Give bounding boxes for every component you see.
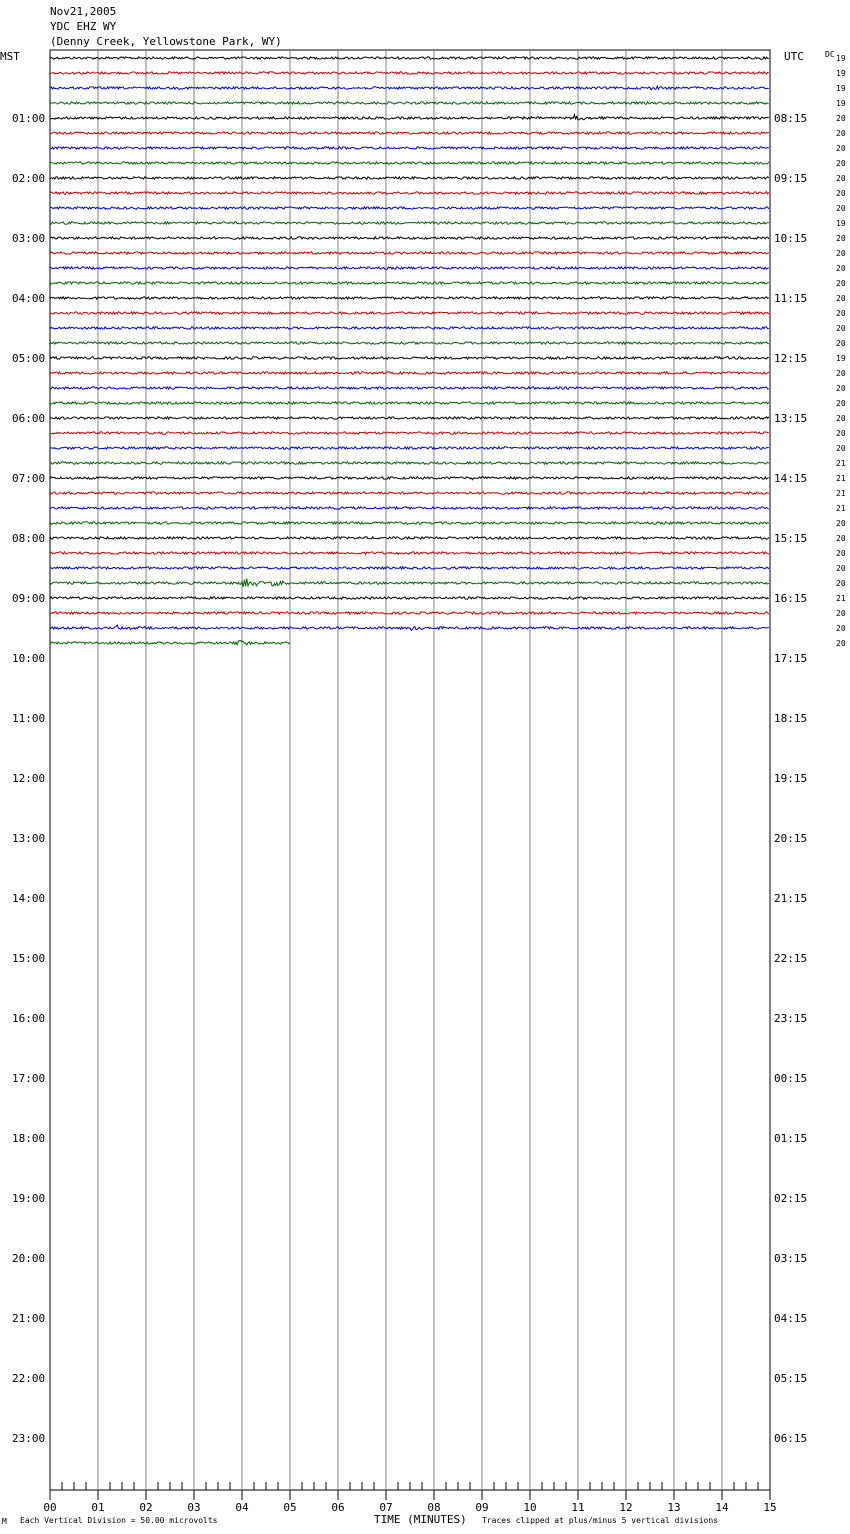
station-location: (Denny Creek, Yellowstone Park, WY) (50, 35, 282, 48)
mst-hour-label: 02:00 (12, 172, 46, 185)
seismic-traces (50, 57, 769, 645)
mst-hour-label: 23:00 (12, 1432, 46, 1445)
mst-hour-label: 07:00 (12, 472, 46, 485)
trace-green (50, 462, 769, 464)
dc-offset-value: 20 (836, 249, 846, 258)
utc-hour-label: 11:15 (774, 292, 808, 305)
dc-offset-value: 20 (836, 534, 846, 543)
dc-offset-value: 21 (836, 459, 846, 468)
dc-offset-value: 20 (836, 429, 846, 438)
x-tick-label: 12 (619, 1501, 633, 1514)
utc-hour-label: 10:15 (774, 232, 808, 245)
dc-offset-value: 19 (836, 69, 846, 78)
trace-black (50, 237, 769, 239)
x-tick-label: 04 (235, 1501, 249, 1514)
trace-green (50, 282, 769, 284)
trace-blue (50, 327, 769, 329)
trace-red (50, 492, 769, 494)
trace-blue (50, 86, 769, 90)
minute-grid (50, 50, 770, 1490)
utc-hour-label: 22:15 (774, 952, 808, 965)
trace-black (50, 115, 769, 120)
mst-hour-label: 15:00 (12, 952, 46, 965)
scale-text: Each Vertical Division = 50.00 microvolts (20, 1516, 218, 1525)
utc-hour-label: 14:15 (774, 472, 808, 485)
trace-black (50, 177, 769, 179)
utc-hour-label: 02:15 (774, 1192, 808, 1205)
trace-green (50, 578, 769, 586)
utc-hour-label: 13:15 (774, 412, 808, 425)
utc-hour-label: 21:15 (774, 892, 808, 905)
footer-mark: M (2, 1517, 7, 1526)
dc-offset-value: 20 (836, 204, 846, 213)
utc-hour-label: 18:15 (774, 712, 808, 725)
mst-hour-label: 03:00 (12, 232, 46, 245)
dc-offset-value: 20 (836, 414, 846, 423)
dc-offset-value: 20 (836, 174, 846, 183)
utc-hour-label: 00:15 (774, 1072, 808, 1085)
dc-offset-value: 20 (836, 309, 846, 318)
dc-offset-value: 20 (836, 264, 846, 273)
x-tick-label: 15 (763, 1501, 777, 1514)
dc-offset-value: 20 (836, 384, 846, 393)
mst-hour-label: 12:00 (12, 772, 46, 785)
trace-blue (50, 625, 769, 630)
dc-offset-value: 20 (836, 294, 846, 303)
dc-offset-value: 21 (836, 489, 846, 498)
trace-red (50, 312, 769, 314)
dc-offset-value: 20 (836, 159, 846, 168)
dc-offset-value: 20 (836, 324, 846, 333)
mst-hour-label: 04:00 (12, 292, 46, 305)
trace-red (50, 552, 769, 554)
trace-green (50, 522, 769, 524)
utc-hour-label: 20:15 (774, 832, 808, 845)
trace-black (50, 57, 769, 59)
trace-blue (50, 207, 769, 209)
trace-blue (50, 567, 769, 569)
trace-green (50, 102, 769, 104)
mst-hour-label: 18:00 (12, 1132, 46, 1145)
x-tick-label: 13 (667, 1501, 681, 1514)
utc-hour-label: 16:15 (774, 592, 808, 605)
trace-blue (50, 507, 769, 509)
utc-hour-label: 12:15 (774, 352, 808, 365)
dc-offset-value: 19 (836, 84, 846, 93)
mst-hour-label: 10:00 (12, 652, 46, 665)
axes (12, 54, 846, 1514)
mst-hour-label: 05:00 (12, 352, 46, 365)
trace-green (50, 222, 769, 224)
plot-frame (50, 50, 770, 1490)
utc-hour-label: 05:15 (774, 1372, 808, 1385)
utc-hour-label: 09:15 (774, 172, 808, 185)
mst-hour-label: 01:00 (12, 112, 46, 125)
dc-offset-value: 20 (836, 609, 846, 618)
dc-offset-value: 20 (836, 519, 846, 528)
mst-hour-label: 09:00 (12, 592, 46, 605)
trace-black (50, 537, 769, 539)
dc-offset-value: 20 (836, 564, 846, 573)
trace-blue (50, 267, 769, 269)
utc-hour-label: 15:15 (774, 532, 808, 545)
dc-label: DC (825, 50, 835, 59)
dc-offset-value: 19 (836, 219, 846, 228)
trace-blue (50, 387, 769, 389)
station-code: YDC EHZ WY (50, 20, 117, 33)
utc-hour-label: 04:15 (774, 1312, 808, 1325)
mst-hour-label: 21:00 (12, 1312, 46, 1325)
x-tick-label: 01 (91, 1501, 105, 1514)
mst-hour-label: 22:00 (12, 1372, 46, 1385)
mst-hour-label: 14:00 (12, 892, 46, 905)
utc-axis-title: UTC (784, 50, 804, 63)
dc-offset-value: 20 (836, 339, 846, 348)
dc-offset-value: 21 (836, 594, 846, 603)
dc-offset-value: 20 (836, 144, 846, 153)
mst-hour-label: 13:00 (12, 832, 46, 845)
mst-axis-title: MST (0, 50, 20, 63)
x-axis-label: TIME (MINUTES) (374, 1513, 467, 1526)
x-tick-label: 03 (187, 1501, 201, 1514)
x-tick-label: 05 (283, 1501, 297, 1514)
trace-green (50, 402, 769, 404)
x-tick-label: 09 (475, 1501, 489, 1514)
dc-offset-value: 19 (836, 54, 846, 63)
dc-offset-value: 19 (836, 354, 846, 363)
dc-offset-value: 20 (836, 624, 846, 633)
trace-black (50, 597, 769, 599)
clip-text: Traces clipped at plus/minus 5 vertical divisions (482, 1516, 719, 1525)
trace-black (50, 477, 769, 480)
trace-black (50, 357, 769, 359)
trace-red (50, 432, 769, 434)
mst-hour-label: 19:00 (12, 1192, 46, 1205)
plot-date: Nov21,2005 (50, 5, 117, 18)
trace-green (50, 162, 769, 164)
trace-green (50, 641, 290, 645)
mst-hour-label: 17:00 (12, 1072, 46, 1085)
dc-offset-value: 21 (836, 474, 846, 483)
x-tick-label: 10 (523, 1501, 537, 1514)
dc-offset-value: 20 (836, 639, 846, 648)
x-tick-label: 02 (139, 1501, 153, 1514)
trace-red (50, 612, 769, 614)
x-tick-label: 00 (43, 1501, 57, 1514)
utc-hour-label: 08:15 (774, 112, 808, 125)
dc-offset-value: 21 (836, 504, 846, 513)
utc-hour-label: 23:15 (774, 1012, 808, 1025)
x-tick-label: 06 (331, 1501, 345, 1514)
dc-offset-value: 20 (836, 129, 846, 138)
trace-red (50, 372, 769, 374)
dc-offset-value: 20 (836, 114, 846, 123)
dc-offset-value: 20 (836, 369, 846, 378)
trace-red (50, 72, 769, 74)
dc-offset-value: 20 (836, 549, 846, 558)
x-tick-label: 11 (571, 1501, 585, 1514)
x-tick-label: 08 (427, 1501, 441, 1514)
utc-hour-label: 01:15 (774, 1132, 808, 1145)
mst-hour-label: 06:00 (12, 412, 46, 425)
dc-offset-value: 20 (836, 189, 846, 198)
utc-hour-label: 03:15 (774, 1252, 808, 1265)
dc-offset-value: 20 (836, 399, 846, 408)
trace-red (50, 252, 769, 254)
utc-hour-label: 19:15 (774, 772, 808, 785)
trace-green (50, 342, 769, 344)
trace-blue (50, 447, 769, 449)
dc-offset-value: 20 (836, 279, 846, 288)
mst-hour-label: 11:00 (12, 712, 46, 725)
trace-black (50, 417, 769, 419)
trace-red (50, 192, 769, 194)
mst-hour-label: 20:00 (12, 1252, 46, 1265)
dc-offset-value: 19 (836, 99, 846, 108)
x-tick-label: 07 (379, 1501, 393, 1514)
trace-black (50, 297, 769, 299)
x-tick-label: 14 (715, 1501, 729, 1514)
mst-hour-label: 08:00 (12, 532, 46, 545)
trace-red (50, 132, 769, 134)
dc-offset-value: 20 (836, 444, 846, 453)
dc-offset-value: 20 (836, 234, 846, 243)
utc-hour-label: 17:15 (774, 652, 808, 665)
trace-blue (50, 147, 769, 149)
utc-hour-label: 06:15 (774, 1432, 808, 1445)
mst-hour-label: 16:00 (12, 1012, 46, 1025)
dc-offset-value: 20 (836, 579, 846, 588)
